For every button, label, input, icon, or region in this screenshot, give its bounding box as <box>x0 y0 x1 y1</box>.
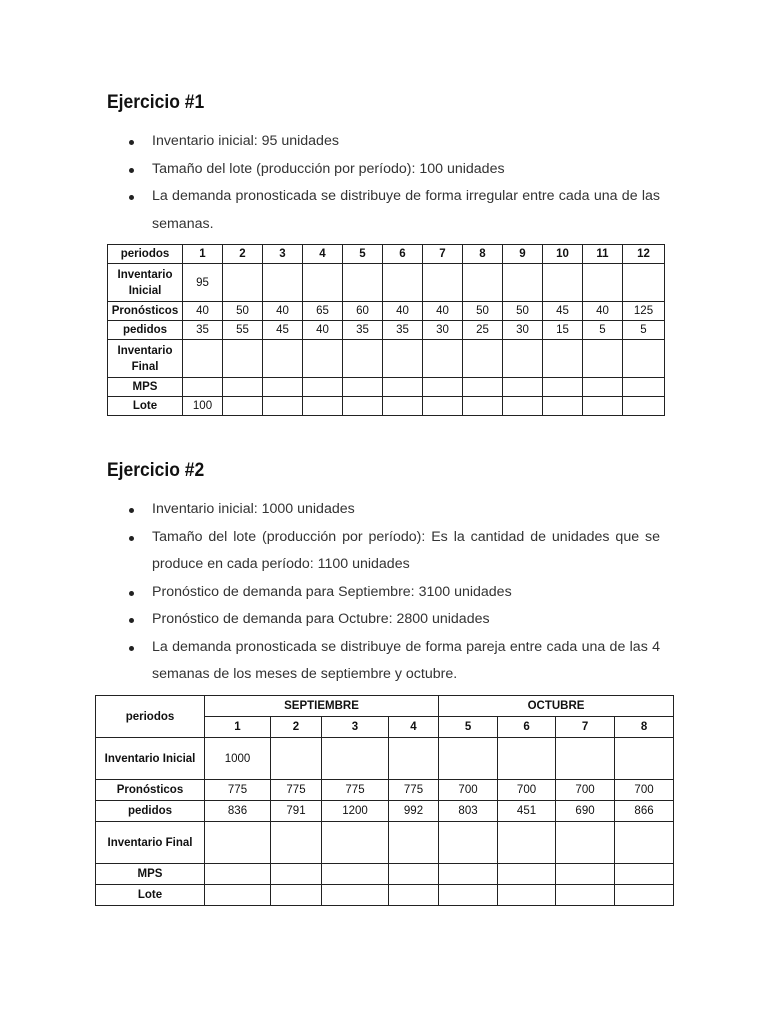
exercise-1-bullet: Tamaño del lote (producción por período): 100 unidades <box>107 156 660 184</box>
table-row <box>108 378 665 397</box>
table-cell <box>389 864 439 885</box>
period-header-cell: 2 <box>223 245 263 264</box>
table-cell <box>463 397 503 416</box>
table-cell <box>383 340 423 378</box>
table-cell <box>583 397 623 416</box>
table-cell <box>383 397 423 416</box>
table-cell <box>439 738 498 780</box>
exercise-2-bullet: Inventario inicial: 1000 unidades <box>107 496 660 524</box>
period-header-cell: 4 <box>303 245 343 264</box>
exercise-2-bullet: Pronóstico de demanda para Septiembre: 3100 unidades <box>107 579 660 607</box>
table-cell: 30 <box>423 321 463 340</box>
table-cell: 775 <box>205 780 271 801</box>
table-cell <box>615 864 674 885</box>
table-cell <box>583 378 623 397</box>
table-cell <box>263 340 303 378</box>
period-header-cell: 6 <box>498 717 556 738</box>
table-cell <box>423 264 463 302</box>
table-cell <box>343 378 383 397</box>
table-cell <box>623 340 665 378</box>
table-cell: 5 <box>583 321 623 340</box>
exercise-2-bullet: Tamaño del lote (producción por período): Es la cantidad de unidades que se produce en cada período: 1100 unidades <box>107 524 660 579</box>
table-cell <box>223 264 263 302</box>
table-cell: 40 <box>583 302 623 321</box>
period-header-cell: 1 <box>205 717 271 738</box>
exercise-1-title: Ejercicio #1 <box>107 92 205 113</box>
table-cell <box>343 264 383 302</box>
table-row <box>96 885 674 906</box>
table-cell <box>223 340 263 378</box>
table-cell <box>623 264 665 302</box>
table-cell <box>615 885 674 906</box>
table-cell <box>615 822 674 864</box>
table-cell <box>205 822 271 864</box>
table-cell: 35 <box>183 321 223 340</box>
table-cell <box>223 378 263 397</box>
table-row <box>96 801 674 822</box>
table-cell <box>271 885 322 906</box>
table-cell <box>383 378 423 397</box>
row-label: Lote <box>96 885 205 906</box>
table-row <box>96 822 674 864</box>
period-header-cell: 7 <box>556 717 615 738</box>
table-cell: 775 <box>271 780 322 801</box>
table-cell <box>263 378 303 397</box>
table-cell <box>543 378 583 397</box>
header-cell-periods: periodos <box>108 245 183 264</box>
table-cell <box>271 864 322 885</box>
period-header-cell: 1 <box>183 245 223 264</box>
table-cell <box>623 378 665 397</box>
exercise-2-title: Ejercicio #2 <box>107 460 205 481</box>
table-cell <box>303 340 343 378</box>
table-cell <box>498 864 556 885</box>
table-cell: 40 <box>263 302 303 321</box>
period-header-cell: 10 <box>543 245 583 264</box>
table-row <box>108 321 665 340</box>
table-cell <box>205 864 271 885</box>
table-cell: 100 <box>183 397 223 416</box>
table-row <box>96 780 674 801</box>
table-cell: 15 <box>543 321 583 340</box>
table-cell: 700 <box>615 780 674 801</box>
table-cell <box>223 397 263 416</box>
table-cell <box>543 264 583 302</box>
table-cell <box>623 397 665 416</box>
exercise-1-bullet-list <box>107 128 660 238</box>
row-label: MPS <box>96 864 205 885</box>
table-row <box>96 864 674 885</box>
table-cell: 690 <box>556 801 615 822</box>
table-cell <box>439 822 498 864</box>
table-cell <box>271 822 322 864</box>
table-cell: 65 <box>303 302 343 321</box>
table-cell <box>498 738 556 780</box>
table-header-row <box>96 696 674 717</box>
table-cell: 125 <box>623 302 665 321</box>
table-cell: 700 <box>556 780 615 801</box>
table-cell <box>183 340 223 378</box>
table-cell: 775 <box>322 780 389 801</box>
table-cell: 50 <box>223 302 263 321</box>
table-cell <box>303 264 343 302</box>
table-cell: 30 <box>503 321 543 340</box>
table-cell: 992 <box>389 801 439 822</box>
table-cell <box>322 864 389 885</box>
table-row <box>108 397 665 416</box>
exercise-1-bullet: Inventario inicial: 95 unidades <box>107 128 660 156</box>
exercise-2-bullet: La demanda pronosticada se distribuye de forma pareja entre cada una de las 4 semanas de los meses de septiembre y octubre. <box>107 634 660 689</box>
table-cell <box>389 738 439 780</box>
table-cell: 55 <box>223 321 263 340</box>
table-cell <box>503 340 543 378</box>
exercise-2-bullet-list <box>107 496 660 689</box>
table-cell: 40 <box>183 302 223 321</box>
period-header-cell: 4 <box>389 717 439 738</box>
period-header-cell: 8 <box>463 245 503 264</box>
row-label: Pronósticos <box>96 780 205 801</box>
table-cell: 25 <box>463 321 503 340</box>
period-header-cell: 12 <box>623 245 665 264</box>
table-cell <box>543 340 583 378</box>
table-cell: 50 <box>463 302 503 321</box>
table-cell: 95 <box>183 264 223 302</box>
table-cell <box>583 340 623 378</box>
table-row <box>96 738 674 780</box>
period-header-cell: 6 <box>383 245 423 264</box>
exercise-2-bullet: Pronóstico de demanda para Octubre: 2800 unidades <box>107 606 660 634</box>
table-cell <box>583 264 623 302</box>
month-header-october: OCTUBRE <box>439 696 674 717</box>
exercise-2-table <box>95 695 674 906</box>
table-cell <box>556 885 615 906</box>
table-cell <box>503 264 543 302</box>
table-cell: 35 <box>383 321 423 340</box>
table-cell <box>343 397 383 416</box>
table-cell <box>389 822 439 864</box>
table-cell <box>423 378 463 397</box>
table-cell <box>423 340 463 378</box>
table-cell <box>205 885 271 906</box>
table-cell: 50 <box>503 302 543 321</box>
period-header-cell: 3 <box>263 245 303 264</box>
table-cell: 803 <box>439 801 498 822</box>
table-cell <box>322 822 389 864</box>
period-header-cell: 11 <box>583 245 623 264</box>
table-cell: 45 <box>263 321 303 340</box>
table-cell: 700 <box>439 780 498 801</box>
table-cell: 40 <box>423 302 463 321</box>
period-header-cell: 5 <box>343 245 383 264</box>
table-cell <box>183 378 223 397</box>
table-cell <box>263 264 303 302</box>
table-cell <box>322 738 389 780</box>
header-cell-periods: periodos <box>96 696 205 738</box>
period-header-cell: 7 <box>423 245 463 264</box>
table-cell <box>383 264 423 302</box>
period-header-cell: 8 <box>615 717 674 738</box>
table-row <box>108 302 665 321</box>
table-cell: 35 <box>343 321 383 340</box>
period-header-cell: 2 <box>271 717 322 738</box>
month-header-september: SEPTIEMBRE <box>205 696 439 717</box>
table-cell <box>303 397 343 416</box>
table-cell <box>503 397 543 416</box>
table-cell: 775 <box>389 780 439 801</box>
table-cell: 45 <box>543 302 583 321</box>
table-cell <box>263 397 303 416</box>
table-cell: 40 <box>303 321 343 340</box>
row-label: Inventario Final <box>108 340 183 378</box>
table-cell <box>498 822 556 864</box>
exercise-1-table <box>107 244 665 416</box>
table-cell <box>439 864 498 885</box>
exercise-1-bullet: La demanda pronosticada se distribuye de forma irregular entre cada una de las semanas. <box>107 183 660 238</box>
period-header-cell: 5 <box>439 717 498 738</box>
table-cell <box>463 340 503 378</box>
row-label: Inventario Final <box>96 822 205 864</box>
row-label: pedidos <box>108 321 183 340</box>
table-cell: 5 <box>623 321 665 340</box>
table-cell: 60 <box>343 302 383 321</box>
row-label: Inventario Inicial <box>108 264 183 302</box>
table-cell: 451 <box>498 801 556 822</box>
table-cell: 40 <box>383 302 423 321</box>
period-header-cell: 9 <box>503 245 543 264</box>
table-cell <box>556 864 615 885</box>
table-cell <box>543 397 583 416</box>
table-cell: 700 <box>498 780 556 801</box>
table-cell: 866 <box>615 801 674 822</box>
table-cell <box>503 378 543 397</box>
table-cell <box>556 822 615 864</box>
table-cell <box>389 885 439 906</box>
table-cell <box>498 885 556 906</box>
table-cell <box>271 738 322 780</box>
table-cell <box>615 738 674 780</box>
table-cell <box>303 378 343 397</box>
table-cell <box>463 264 503 302</box>
table-cell <box>439 885 498 906</box>
table-cell: 836 <box>205 801 271 822</box>
table-header-row <box>108 245 665 264</box>
table-cell: 1000 <box>205 738 271 780</box>
table-cell: 791 <box>271 801 322 822</box>
table-cell <box>423 397 463 416</box>
row-label: Lote <box>108 397 183 416</box>
table-cell <box>463 378 503 397</box>
period-header-cell: 3 <box>322 717 389 738</box>
row-label: Inventario Inicial <box>96 738 205 780</box>
table-cell <box>556 738 615 780</box>
table-cell <box>322 885 389 906</box>
table-cell <box>343 340 383 378</box>
row-label: Pronósticos <box>108 302 183 321</box>
table-row <box>108 264 665 302</box>
row-label: pedidos <box>96 801 205 822</box>
row-label: MPS <box>108 378 183 397</box>
table-cell: 1200 <box>322 801 389 822</box>
table-row <box>108 340 665 378</box>
